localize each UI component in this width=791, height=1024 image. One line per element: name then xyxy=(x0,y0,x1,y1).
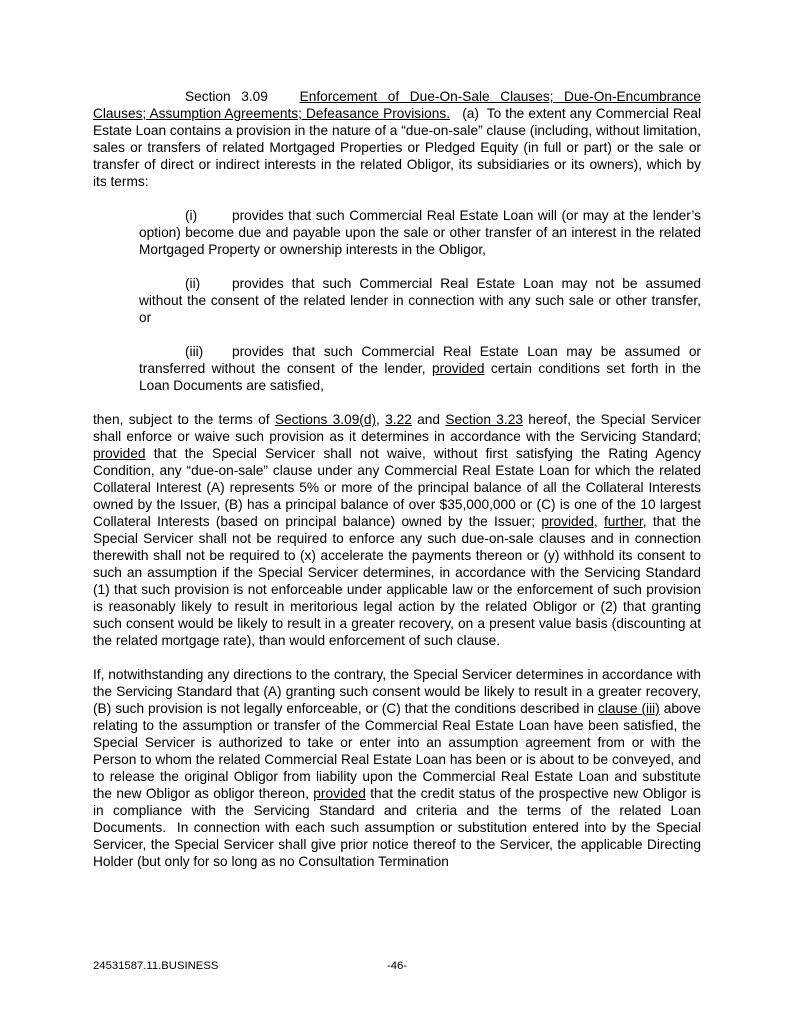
if-text: that the credit status of the prospective new Obligor is in compliance with the Servicing Standard and criteria and the terms of the related Loan Documents. In connection with each such assumption or substitution entered into by the Special Servicer, the Special Servicer shall give prior notice thereof to the Servicer, the applicable Directing Holder (but only for so long as no Consultation Termination xyxy=(93,786,701,869)
clause-iii-item xyxy=(139,343,701,394)
section-3-09-paragraph xyxy=(93,88,701,190)
then-subject-paragraph xyxy=(93,411,701,649)
section-subsection-a-text: (a) To the extent any Commercial Real Estate Loan contains a provision in the nature of a “due-on-sale” clause (including, without limitation, sales or transfers of related Mortgaged Properties or Pledged Equity (in full or part) or the sale or transfer of direct or indirect interests in the related Obligor, its subsidiaries or its owners), which by its terms: xyxy=(93,106,701,189)
clause-iii-text-end: certain conditions set forth in the Loan Documents are satisfied, xyxy=(139,361,701,393)
xref-clause-iii: clause (iii) xyxy=(597,701,660,716)
document-body xyxy=(93,88,701,887)
clause-ii-text: provides that such Commercial Real Estate Loan may not be assumed without the consent of the related lender in connection with any such sale or other transfer, or xyxy=(139,276,701,325)
clause-iii-provided-term: provided xyxy=(431,361,485,376)
clause-iii-label: (iii) xyxy=(185,344,204,359)
if-notwithstanding-paragraph xyxy=(93,666,701,870)
then-text: , that the Special Servicer shall not be required to enforce any such due-on-sale clauses and in connection therewith shall not be required to (x) accelerate the payments thereon or (y) withhold its consent to such an assumption if the Special Servicer determines, in accordance with the Servicing Standard (1) that such provision is not enforceable under applicable law or the enforcement of such provision is reasonably likely to result in meritorious legal action by the related Obligor or (2) that granting such consent would be likely to result in a greater recovery, on a present value basis (discounting at the related mortgage rate), than would enforcement of such clause. xyxy=(93,514,701,648)
proviso-provided-term: provided xyxy=(541,514,594,529)
if-text: above relating to the assumption or transfer of the Commercial Real Estate Loan have been satisfied, the Special Servicer is authorized to take or enter into an assumption agreement from or with the Person to whom the related Commercial Real Estate Loan has been or is about to be conveyed, and to release the original Obligor from liability upon the Commercial Real Estate Loan and substitute the new Obligor as obligor thereon, xyxy=(93,701,701,801)
then-text: hereof, the Special Servicer shall enforce or waive such provision as it determines in accordance with the Servicing Standard; xyxy=(93,412,701,444)
clause-i-item xyxy=(139,207,701,258)
proviso-further-term: further xyxy=(603,514,643,529)
page-footer xyxy=(93,959,701,975)
then-text: , xyxy=(376,412,386,427)
then-text: that the Special Servicer shall not waive, without first satisfying the Rating Agency Condition, any “due-on-sale” clause under any Commercial Real Estate Loan for which the related Collateral Interest (A) represents 5% or more of the principal balance of all the Collateral Interests owned by the Issuer, (B) has a principal balance of over $35,000,000 or (C) is one of the 10 largest Collateral Interests (based on principal balance) owned by the Issuer; xyxy=(93,446,701,529)
xref-section-3-23: Section 3.23 xyxy=(445,412,523,427)
document-id: 24531587.11.BUSINESS xyxy=(93,960,219,972)
xref-sections-3-09d: Sections 3.09(d) xyxy=(274,412,377,427)
if-text: If, notwithstanding any directions to the contrary, the Special Servicer determines in accordance with the Servicing Standard that (A) granting such consent would be likely to result in a greater recovery, (B) such provision is not legally enforceable, or (C) that the conditions described in xyxy=(93,667,701,716)
then-text: then, subject to the terms of xyxy=(93,412,275,427)
then-text: and xyxy=(411,412,446,427)
clause-ii-label: (ii) xyxy=(185,276,201,291)
clause-i-label: (i) xyxy=(185,208,198,223)
clause-ii-item xyxy=(139,275,701,326)
proviso-provided-term: provided xyxy=(93,446,146,461)
then-text: , xyxy=(593,514,604,529)
page-number: -46- xyxy=(386,960,408,972)
xref-section-3-22: 3.22 xyxy=(385,412,412,427)
proviso-provided-term: provided xyxy=(313,786,366,801)
section-number-label: Section 3.09 xyxy=(185,89,300,104)
clause-iii-text: provides that such Commercial Real Estate Loan may be assumed or transferred without the consent of the lender, xyxy=(139,344,701,376)
clause-i-text: provides that such Commercial Real Estate Loan will (or may at the lender’s option) become due and payable upon the sale or other transfer of an interest in the related Mortgaged Property or ownership interests in the Obligor, xyxy=(139,208,701,257)
section-title: Enforcement of Due-On-Sale Clauses; Due-On-Encumbrance Clauses; Assumption Agreements; Defeasance Provisions. xyxy=(93,89,701,121)
